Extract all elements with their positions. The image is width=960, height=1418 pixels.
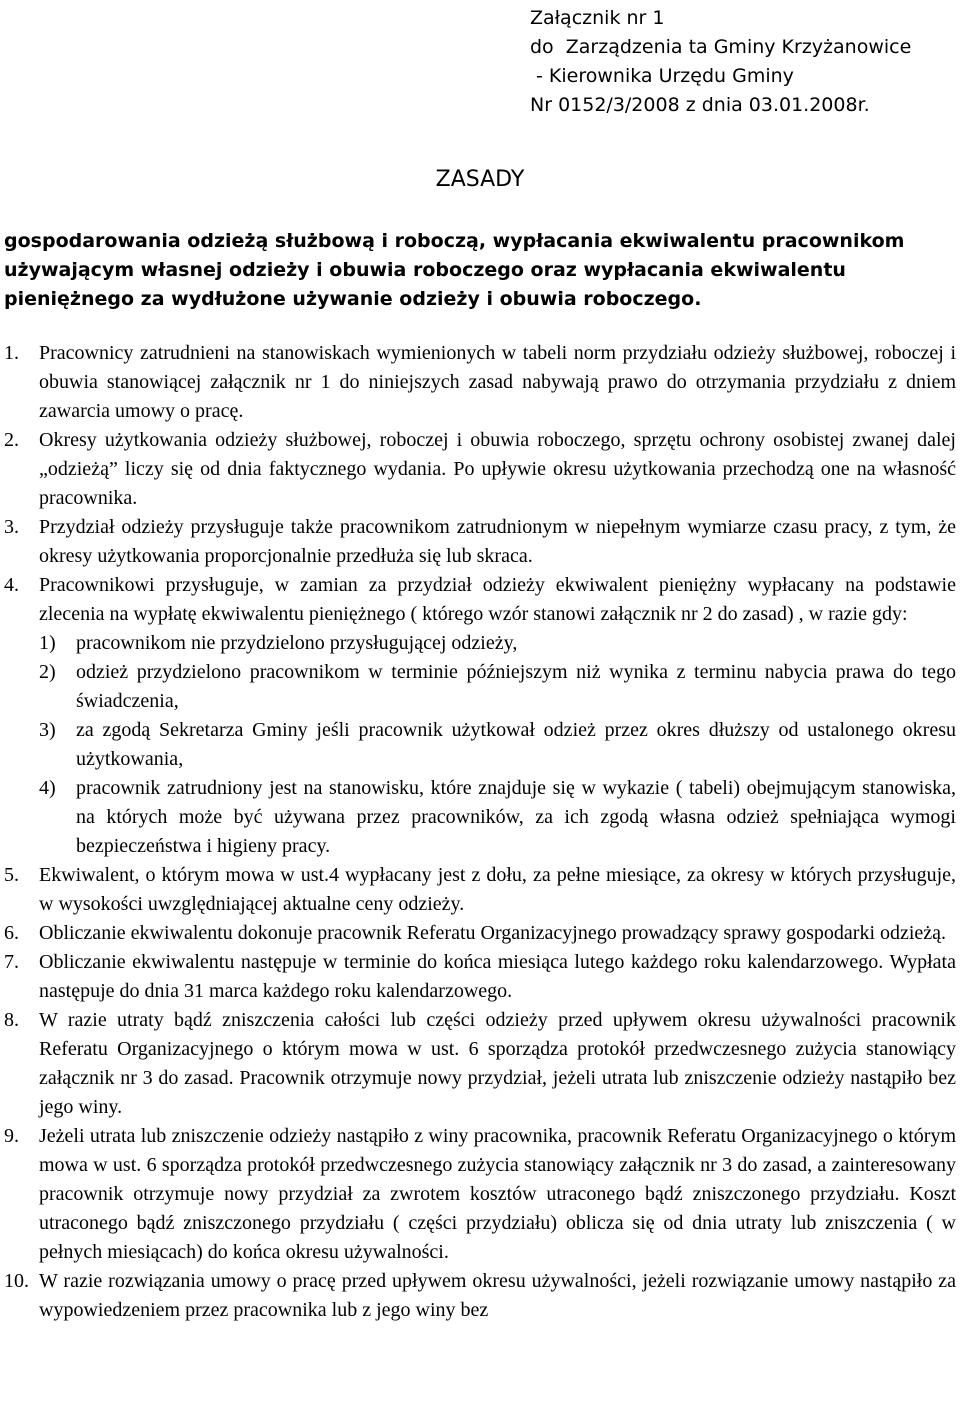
rule-number: 6. bbox=[4, 922, 19, 944]
sub-item-1 bbox=[39, 629, 956, 658]
rule-number: 9. bbox=[4, 1125, 19, 1147]
sub-item-text: za zgodą Sekretarza Gminy jeśli pracownik użytkował odzież przez okres dłuższy od ustalonego okresu użytkowania, bbox=[76, 719, 956, 770]
ordinance-reference: do Zarządzenia ta Gminy Krzyżanowice bbox=[530, 36, 912, 58]
rule-item-1 bbox=[4, 339, 956, 426]
sub-item-4 bbox=[39, 774, 956, 861]
sub-item-text: pracownikom nie przydzielono przysługującej odzieży, bbox=[76, 632, 518, 654]
sub-item-text: odzież przydzielono pracownikom w terminie późniejszym niż wynika z terminu nabycia prawa do tego świadczenia, bbox=[76, 661, 956, 712]
rule-item-5 bbox=[4, 861, 956, 919]
rule-number: 3. bbox=[4, 516, 19, 538]
rule-item-9 bbox=[4, 1122, 956, 1267]
rule-number: 4. bbox=[4, 574, 19, 596]
rule-number: 7. bbox=[4, 951, 19, 973]
rule-item-10 bbox=[4, 1267, 956, 1325]
rule-text: Jeżeli utrata lub zniszczenie odzieży nastąpiło z winy pracownika, pracownik Referatu Organizacyjnego o którym mowa w ust. 6 sporządza protokół przedwczesnego zużycia stanowiący załącznik nr 3 do zasad, a zainteresowany pracownik otrzymuje nowy przydział za zwrotem kosztów utraconego bądź zniszczonego przydziału. Koszt utraconego bądź zniszczonego przydziału ( części przydziału) oblicza się od dnia utraty lub zniszczenia ( w pełnych miesiącach) do końca okresu używalności. bbox=[39, 1125, 956, 1263]
sub-item-number: 3) bbox=[39, 719, 56, 741]
rule-text: W razie rozwiązania umowy o pracę przed upływem okresu używalności, jeżeli rozwiązanie umowy nastąpiło za wypowiedzeniem przez pracownika lub z jego winy bez bbox=[39, 1270, 956, 1321]
rules-list bbox=[4, 339, 956, 1325]
document-title: ZASADY bbox=[435, 167, 525, 192]
rule-item-7 bbox=[4, 948, 956, 1006]
sub-item-number: 4) bbox=[39, 777, 56, 799]
rule-text: Ekwiwalent, o którym mowa w ust.4 wypłacany jest z dołu, za pełne miesiące, za okresy w których przysługuje, w wysokości uwzględniającej aktualne ceny odzieży. bbox=[39, 864, 956, 915]
rule-text: Okresy użytkowania odzieży służbowej, roboczej i obuwia roboczego, sprzętu ochrony osobistej zwanej dalej „odzieżą” liczy się od dnia faktycznego wydania. Po upływie okresu użytkowania przechodzą one na własność pracownika. bbox=[39, 429, 956, 509]
rule-text: Przydział odzieży przysługuje także pracownikom zatrudnionym w niepełnym wymiarze czasu pracy, z tym, że okresy użytkowania proporcjonalnie przedłuża się lub skraca. bbox=[39, 516, 956, 567]
rule-text: Pracownikowi przysługuje, w zamian za przydział odzieży ekwiwalent pieniężny wypłacany na podstawie zlecenia na wypłatę ekwiwalentu pieniężnego ( którego wzór stanowi załącznik nr 2 do zasad) , w razie gdy: bbox=[39, 574, 956, 625]
rule-text: Obliczanie ekwiwalentu następuje w terminie do końca miesiąca lutego każdego roku kalendarzowego. Wypłata następuje do dnia 31 marca każdego roku kalendarzowego. bbox=[39, 951, 956, 1002]
document-subtitle: gospodarowania odzieżą służbową i roboczą, wypłacania ekwiwalentu pracownikom używającym własnej odzieży i obuwia roboczego oraz wypłacania ekwiwalentu pieniężnego za wydłużone używanie odzieży i obuwia roboczego. bbox=[4, 230, 905, 310]
sub-item-text: pracownik zatrudniony jest na stanowisku, które znajduje się w wykazie ( tabeli) obejmującym stanowiska, na których może być używana przez pracowników, za ich zgodą własna odzież spełniająca wymogi bezpieczeństwa i higieny pracy. bbox=[76, 777, 956, 857]
sub-item-number: 1) bbox=[39, 632, 56, 654]
rule-item-8 bbox=[4, 1006, 956, 1122]
rule-text: Obliczanie ekwiwalentu dokonuje pracownik Referatu Organizacyjnego prowadzący sprawy gospodarki odzieżą. bbox=[39, 922, 947, 944]
rule-item-6 bbox=[4, 919, 956, 948]
rule-number: 1. bbox=[4, 342, 19, 364]
ordinance-number-date: Nr 0152/3/2008 z dnia 03.01.2008r. bbox=[530, 94, 870, 116]
rule-item-3 bbox=[4, 513, 956, 571]
attachment-header bbox=[530, 4, 911, 120]
rule-number: 5. bbox=[4, 864, 19, 886]
sub-item-number: 2) bbox=[39, 661, 56, 683]
rule-number: 10. bbox=[4, 1270, 29, 1292]
attachment-label: Załącznik nr 1 bbox=[530, 7, 665, 29]
rule-item-2 bbox=[4, 426, 956, 513]
rule-text: Pracownicy zatrudnieni na stanowiskach wymienionych w tabeli norm przydziału odzieży służbowej, roboczej i obuwia stanowiącej załącznik nr 1 do niniejszych zasad nabywają prawo do otrzymania przydziału z dniem zawarcia umowy o pracę. bbox=[39, 342, 956, 422]
rule-number: 2. bbox=[4, 429, 19, 451]
rule-item-4 bbox=[4, 571, 956, 861]
rule-text: W razie utraty bądź zniszczenia całości lub części odzieży przed upływem okresu używalności pracownik Referatu Organizacyjnego o którym mowa w ust. 6 sporządza protokół przedwczesnego zużycia stanowiący załącznik nr 3 do zasad. Pracownik otrzymuje nowy przydział, jeżeli utrata lub zniszczenie odzieży nastąpiło bez jego winy. bbox=[39, 1009, 956, 1118]
sub-item-3 bbox=[39, 716, 956, 774]
issuer-reference: - Kierownika Urzędu Gminy bbox=[530, 65, 794, 87]
sub-item-2 bbox=[39, 658, 956, 716]
rule-number: 8. bbox=[4, 1009, 19, 1031]
